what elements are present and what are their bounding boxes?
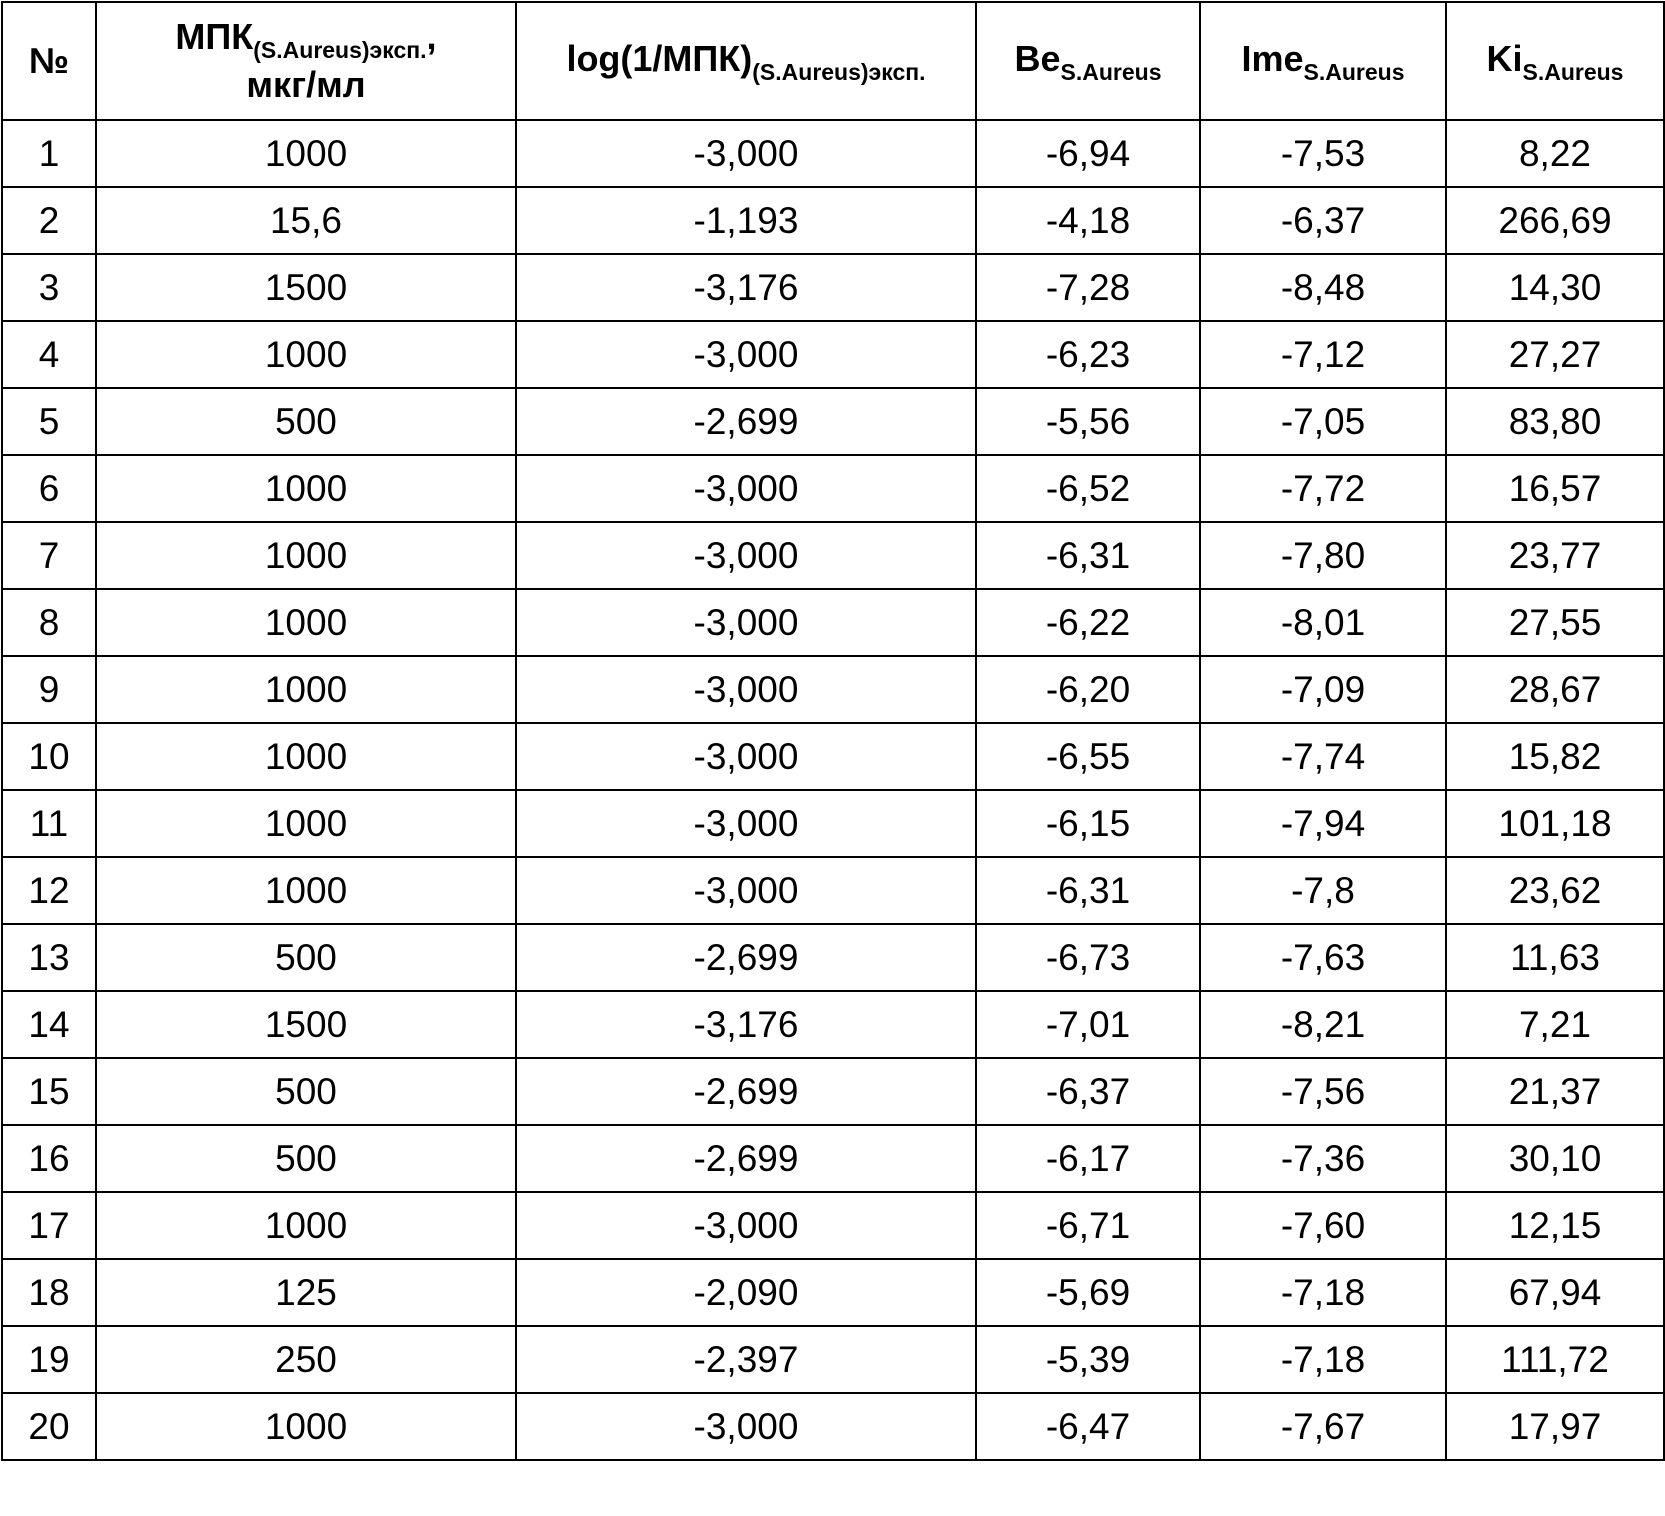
cell-be: -5,56 [976, 388, 1200, 455]
table-row [2, 254, 1664, 321]
cell-mic: 1000 [96, 857, 516, 924]
table-row [2, 522, 1664, 589]
cell-mic: 1000 [96, 589, 516, 656]
header-line [97, 15, 515, 63]
cell-log-mic: -3,000 [516, 656, 976, 723]
cell-log-mic: -2,397 [516, 1326, 976, 1393]
header-tail: , [426, 16, 437, 57]
cell-mic: 1000 [96, 723, 516, 790]
cell-ki: 101,18 [1446, 790, 1664, 857]
cell-number: 7 [2, 522, 96, 589]
cell-number: 20 [2, 1393, 96, 1460]
table-row [2, 1326, 1664, 1393]
table-row [2, 187, 1664, 254]
cell-ki: 16,57 [1446, 455, 1664, 522]
cell-be: -6,37 [976, 1058, 1200, 1125]
cell-log-mic: -3,000 [516, 522, 976, 589]
cell-number: 16 [2, 1125, 96, 1192]
header-line [1201, 37, 1445, 85]
header-main-text: Be [1014, 38, 1061, 79]
cell-be: -6,15 [976, 790, 1200, 857]
cell-log-mic: -3,000 [516, 1192, 976, 1259]
cell-number: 12 [2, 857, 96, 924]
table-row [2, 924, 1664, 991]
cell-be: -6,55 [976, 723, 1200, 790]
cell-ki: 21,37 [1446, 1058, 1664, 1125]
cell-ime: -7,56 [1200, 1058, 1446, 1125]
cell-number: 18 [2, 1259, 96, 1326]
cell-ime: -8,01 [1200, 589, 1446, 656]
cell-number: 15 [2, 1058, 96, 1125]
cell-ki: 23,77 [1446, 522, 1664, 589]
header-main-text: Ki [1486, 38, 1523, 79]
cell-number: 9 [2, 656, 96, 723]
cell-number: 14 [2, 991, 96, 1058]
cell-ki: 111,72 [1446, 1326, 1664, 1393]
table-header [2, 2, 1664, 120]
cell-number: 6 [2, 455, 96, 522]
cell-mic: 1500 [96, 254, 516, 321]
cell-log-mic: -2,699 [516, 388, 976, 455]
cell-log-mic: -3,000 [516, 857, 976, 924]
cell-number: 11 [2, 790, 96, 857]
table-row [2, 1259, 1664, 1326]
cell-mic: 1500 [96, 991, 516, 1058]
cell-mic: 15,6 [96, 187, 516, 254]
table-row [2, 388, 1664, 455]
cell-ime: -7,05 [1200, 388, 1446, 455]
cell-ime: -7,8 [1200, 857, 1446, 924]
table-row [2, 1125, 1664, 1192]
cell-number: 17 [2, 1192, 96, 1259]
table-row [2, 455, 1664, 522]
cell-ki: 15,82 [1446, 723, 1664, 790]
cell-log-mic: -2,699 [516, 1058, 976, 1125]
cell-mic: 1000 [96, 790, 516, 857]
cell-be: -6,71 [976, 1192, 1200, 1259]
cell-ime: -6,37 [1200, 187, 1446, 254]
header-subscript: S.Aureus [1522, 59, 1624, 85]
cell-number: 1 [2, 120, 96, 187]
cell-log-mic: -1,193 [516, 187, 976, 254]
cell-be: -6,73 [976, 924, 1200, 991]
cell-ki: 27,27 [1446, 321, 1664, 388]
table-body [2, 120, 1664, 1460]
table-row [2, 991, 1664, 1058]
cell-be: -6,31 [976, 522, 1200, 589]
cell-mic: 250 [96, 1326, 516, 1393]
cell-mic: 1000 [96, 455, 516, 522]
header-line [977, 37, 1199, 85]
cell-log-mic: -3,000 [516, 321, 976, 388]
header-row [2, 2, 1664, 120]
cell-log-mic: -3,176 [516, 991, 976, 1058]
cell-ki: 11,63 [1446, 924, 1664, 991]
cell-log-mic: -2,090 [516, 1259, 976, 1326]
cell-ime: -7,63 [1200, 924, 1446, 991]
cell-mic: 1000 [96, 656, 516, 723]
header-ime [1200, 2, 1446, 120]
cell-be: -4,18 [976, 187, 1200, 254]
cell-ki: 17,97 [1446, 1393, 1664, 1460]
cell-be: -7,28 [976, 254, 1200, 321]
cell-ki: 83,80 [1446, 388, 1664, 455]
cell-number: 10 [2, 723, 96, 790]
table-row [2, 857, 1664, 924]
cell-number: 8 [2, 589, 96, 656]
cell-mic: 125 [96, 1259, 516, 1326]
cell-mic: 500 [96, 1058, 516, 1125]
cell-number: 3 [2, 254, 96, 321]
cell-ki: 8,22 [1446, 120, 1664, 187]
header-subscript: (S.Aureus)эксп. [253, 37, 427, 63]
cell-mic: 1000 [96, 1393, 516, 1460]
table-row [2, 1058, 1664, 1125]
header-main-text: № [28, 40, 70, 81]
table-row [2, 723, 1664, 790]
cell-be: -6,52 [976, 455, 1200, 522]
cell-number: 5 [2, 388, 96, 455]
cell-ki: 27,55 [1446, 589, 1664, 656]
cell-ki: 67,94 [1446, 1259, 1664, 1326]
cell-ime: -7,53 [1200, 120, 1446, 187]
cell-log-mic: -3,000 [516, 589, 976, 656]
cell-mic: 1000 [96, 321, 516, 388]
header-mic [96, 2, 516, 120]
header-line [1447, 37, 1663, 85]
cell-log-mic: -3,000 [516, 723, 976, 790]
cell-ime: -7,67 [1200, 1393, 1446, 1460]
cell-ki: 23,62 [1446, 857, 1664, 924]
cell-mic: 500 [96, 924, 516, 991]
table-row [2, 120, 1664, 187]
cell-log-mic: -2,699 [516, 1125, 976, 1192]
cell-be: -7,01 [976, 991, 1200, 1058]
cell-be: -5,39 [976, 1326, 1200, 1393]
cell-be: -6,22 [976, 589, 1200, 656]
table-row [2, 1393, 1664, 1460]
table-row [2, 321, 1664, 388]
table-row [2, 589, 1664, 656]
cell-be: -6,31 [976, 857, 1200, 924]
cell-log-mic: -2,699 [516, 924, 976, 991]
header-main-text: Ime [1241, 38, 1304, 79]
cell-log-mic: -3,000 [516, 1393, 976, 1460]
cell-ime: -8,48 [1200, 254, 1446, 321]
cell-ime: -7,80 [1200, 522, 1446, 589]
table-row [2, 656, 1664, 723]
cell-ki: 28,67 [1446, 656, 1664, 723]
header-log-mic [516, 2, 976, 120]
cell-be: -5,69 [976, 1259, 1200, 1326]
cell-ime: -7,12 [1200, 321, 1446, 388]
cell-be: -6,17 [976, 1125, 1200, 1192]
cell-ki: 266,69 [1446, 187, 1664, 254]
cell-log-mic: -3,176 [516, 254, 976, 321]
cell-ime: -7,94 [1200, 790, 1446, 857]
cell-ime: -7,18 [1200, 1326, 1446, 1393]
cell-be: -6,23 [976, 321, 1200, 388]
cell-number: 4 [2, 321, 96, 388]
header-line [3, 39, 95, 83]
cell-number: 19 [2, 1326, 96, 1393]
cell-mic: 500 [96, 388, 516, 455]
cell-ime: -8,21 [1200, 991, 1446, 1058]
cell-ime: -7,60 [1200, 1192, 1446, 1259]
cell-ime: -7,18 [1200, 1259, 1446, 1326]
cell-number: 13 [2, 924, 96, 991]
cell-be: -6,47 [976, 1393, 1200, 1460]
cell-ki: 14,30 [1446, 254, 1664, 321]
cell-ime: -7,36 [1200, 1125, 1446, 1192]
cell-ime: -7,09 [1200, 656, 1446, 723]
cell-ki: 7,21 [1446, 991, 1664, 1058]
cell-ki: 12,15 [1446, 1192, 1664, 1259]
cell-ime: -7,72 [1200, 455, 1446, 522]
cell-mic: 1000 [96, 1192, 516, 1259]
header-line [517, 37, 975, 85]
header-number [2, 2, 96, 120]
header-subscript: S.Aureus [1303, 59, 1405, 85]
cell-mic: 1000 [96, 120, 516, 187]
cell-log-mic: -3,000 [516, 790, 976, 857]
table-row [2, 1192, 1664, 1259]
cell-mic: 500 [96, 1125, 516, 1192]
header-subscript: S.Aureus [1060, 59, 1162, 85]
header-ki [1446, 2, 1664, 120]
cell-ki: 30,10 [1446, 1125, 1664, 1192]
header-subscript: (S.Aureus)эксп. [752, 59, 926, 85]
data-table [1, 1, 1665, 1461]
header-main-text: МПК [175, 16, 254, 57]
header-unit: мкг/мл [246, 64, 366, 105]
cell-be: -6,20 [976, 656, 1200, 723]
cell-ime: -7,74 [1200, 723, 1446, 790]
header-main-text: log(1/МПК) [566, 38, 753, 79]
table-row [2, 790, 1664, 857]
cell-log-mic: -3,000 [516, 455, 976, 522]
cell-mic: 1000 [96, 522, 516, 589]
header-be [976, 2, 1200, 120]
cell-be: -6,94 [976, 120, 1200, 187]
cell-log-mic: -3,000 [516, 120, 976, 187]
cell-number: 2 [2, 187, 96, 254]
